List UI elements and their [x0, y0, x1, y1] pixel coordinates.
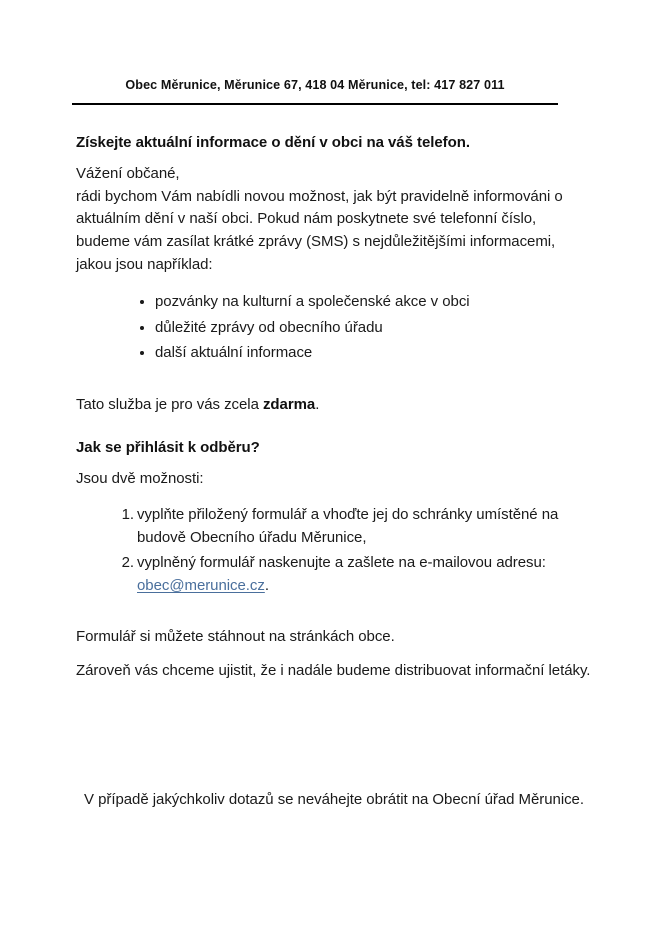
list-item [76, 552, 592, 598]
bullet-item-text: pozvánky na kulturní a společenské akce v obci [155, 292, 470, 310]
bullet-item-text: důležité zprávy od obecního úřadu [155, 318, 383, 336]
bullet-item-text: další aktuální informace [155, 344, 313, 362]
free-service-emphasis: zdarma [262, 396, 316, 414]
header-divider-rule [72, 103, 558, 105]
document-header-contact-line: Obec Měrunice, Měrunice 67, 418 04 Měrunice, tel: 417 827 011 [125, 78, 505, 92]
document-body [76, 132, 592, 683]
option-one-text: vyplňte přiložený formulář a vhoďte jej do schránky umístěné na budově Obecního úřadu Měrunice, [137, 506, 559, 547]
leaflet-note: Zároveň vás chceme ujistit, že i nadále budeme distribuovat informační letáky. [76, 662, 591, 680]
list-item [76, 342, 592, 365]
download-note: Formulář si můžete stáhnout na stránkách obce. [76, 627, 395, 645]
closing-contact-note: V případě jakýchkoliv dotazů se neváhejte obrátit na Obecní úřad Měrunice. [84, 791, 584, 808]
option-two-text: vyplněný formulář naskenujte a zašlete na e-mailovou adresu: [137, 554, 546, 572]
list-item [76, 504, 592, 550]
benefits-bullet-list [76, 291, 592, 365]
page-title: Získejte aktuální informace o dění v obci na váš telefon. [76, 134, 470, 151]
subscribe-subheading: Jak se přihlásit k odběru? [76, 438, 260, 456]
email-link[interactable]: obec@merunice.cz [137, 576, 265, 594]
free-service-suffix: . [315, 396, 320, 414]
intro-paragraph: rádi bychom Vám nabídli novou možnost, jak být pravidelně informováni o aktuálním dění v naší obci. Pokud nám poskytnete své telefonní číslo, budeme vám zasílat krátké zprávy (SMS) s nejdůležitějšími informacemi, jakou jsou například: [76, 187, 563, 273]
subscribe-options-list [76, 504, 592, 597]
options-intro-line: Jsou dvě možnosti: [76, 469, 204, 487]
list-item [76, 317, 592, 340]
salutation-line: Vážení občané, [76, 164, 180, 182]
free-service-prefix: Tato služba je pro vás zcela [76, 396, 263, 414]
free-service-line [76, 394, 592, 417]
option-two-suffix: . [264, 576, 269, 594]
list-item [76, 291, 592, 314]
